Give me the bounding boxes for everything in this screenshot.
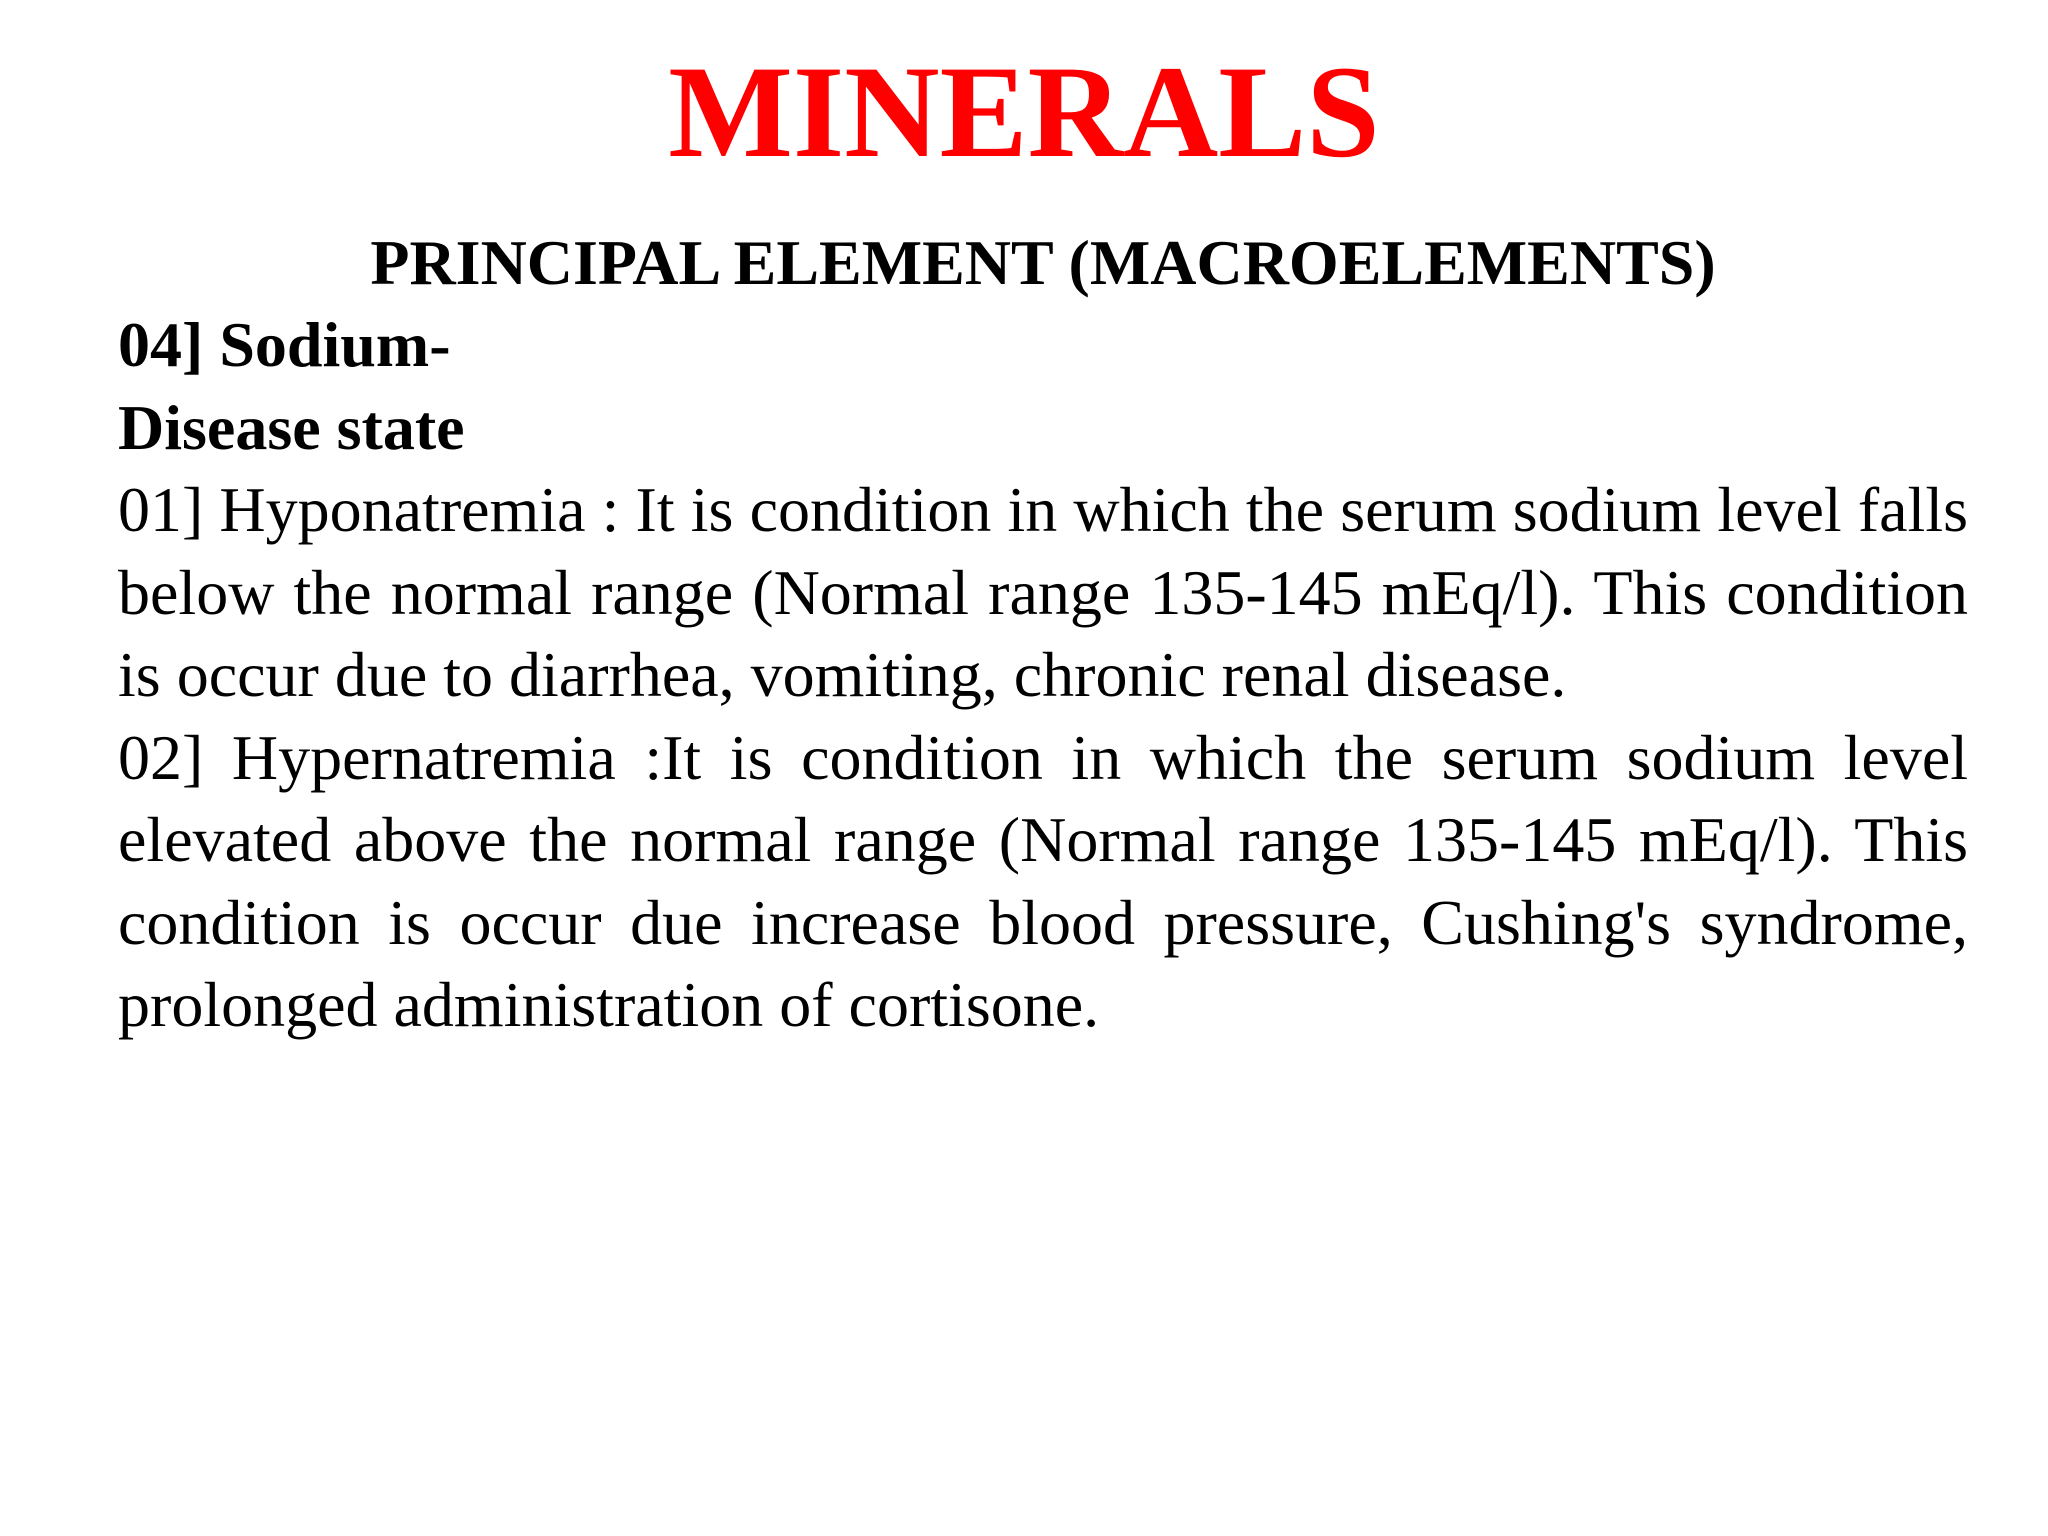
section-heading: 04] Sodium- bbox=[118, 309, 451, 380]
slide-title: MINERALS bbox=[668, 38, 1380, 185]
paragraph-hyponatremia: 01] Hyponatremia : It is condition in which the serum sodium level falls below the normal range (Normal range 135-145 mEq/l). This condition is occur due to diarrhea, vomiting, chronic renal disease. bbox=[118, 474, 1968, 710]
slide-content bbox=[118, 304, 1968, 1047]
subsection-heading: Disease state bbox=[118, 391, 465, 463]
slide-subtitle: PRINCIPAL ELEMENT (MACROELEMENTS) bbox=[370, 227, 1716, 298]
paragraph-hypernatremia: 02] Hypernatremia :It is condition in which the serum sodium level elevated above the normal range (Normal range 135-145 mEq/l). This condition is occur due increase blood pressure, Cushing's syndrome, prolonged administration of cortisone. bbox=[118, 721, 1968, 1040]
